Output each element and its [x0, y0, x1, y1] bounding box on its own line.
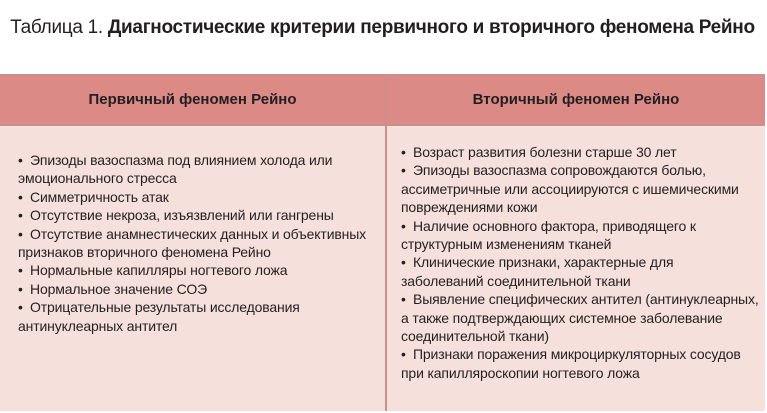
caption-title: Диагностические критерии первичного и вторичного феномена Рейно: [107, 17, 755, 38]
column-divider: [385, 76, 387, 411]
list-item: • Признаки поражения микроциркуляторных сосудов при капилляроскопии ногтевого ложа: [401, 345, 759, 382]
list-item: • Эпизоды вазоспазма сопровождаются болью, ассиметричные или ассоциируются с ишемическими повреждениями кожи: [401, 161, 759, 216]
table-caption: [0, 0, 765, 76]
primary-criteria-list: [18, 151, 368, 335]
list-item: • Отсутствие анамнестических данных и объективных признаков вторичного феномена Рейно: [18, 225, 368, 262]
list-item: • Клинические признаки, характерные для заболеваний соединительной ткани: [401, 253, 759, 290]
list-item: • Эпизоды вазоспазма под влиянием холода или эмоционального стресса: [18, 151, 368, 188]
list-item: • Нормальные капилляры ногтевого ложа: [18, 261, 368, 279]
table-header-row: [0, 76, 765, 126]
list-item: • Нормальное значение СОЭ: [18, 280, 368, 298]
list-item: • Возраст развития болезни старше 30 лет: [401, 143, 759, 161]
column-header-secondary: Вторичный феномен Рейно: [472, 91, 680, 108]
list-item: • Отсутствие некроза, изъязвлений или гангрены: [18, 206, 368, 224]
list-item: • Отрицательные результаты исследования антинуклеарных антител: [18, 298, 368, 335]
list-item: • Выявление специфических антител (антинуклеарных, а также подтверждающих системное заболевание соединительной ткани): [401, 290, 759, 345]
secondary-criteria-list: [401, 143, 759, 382]
list-item: • Наличие основного фактора, приводящего к структурным изменениям тканей: [401, 217, 759, 254]
list-item: • Симметричность атак: [18, 188, 368, 206]
caption-label: Таблица 1.: [10, 17, 108, 38]
column-header-primary: Первичный феномен Рейно: [88, 91, 297, 108]
